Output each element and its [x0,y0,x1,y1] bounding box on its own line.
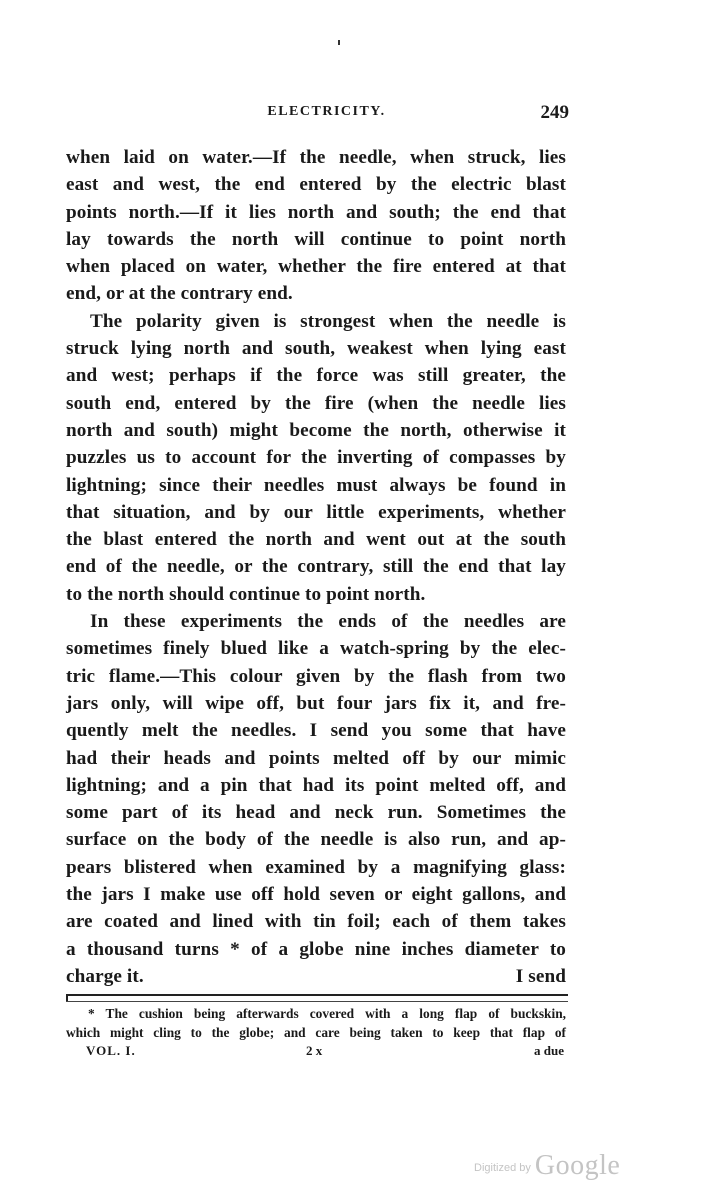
text-line: quently melt the needles. I send you some that have [66,720,566,742]
text-line: points north.—If it lies north and south; the end that [66,201,566,223]
final-line-catch: I send [515,965,566,987]
text-line: some part of its head and neck run. Sometimes the [66,802,566,824]
text-line: tric flame.—This colour given by the flash from two [66,665,566,687]
watermark-brand: Google [534,1150,621,1181]
text-line: and west; perhaps if the force was still greater, the [66,365,566,387]
text-line-final [66,963,566,990]
footnote-line: which might cling to the globe; and care being taken to keep that flap of [66,1025,566,1040]
text-line: lightning; and a pin that had its point melted off, and [66,774,566,796]
text-line: The polarity given is strongest when the needle is [90,310,566,332]
text-line: the blast entered the north and went out at the south [66,529,566,551]
text-line: are coated and lined with tin foil; each of them takes [66,911,566,933]
catchword: a due [534,1043,564,1058]
signature-line [66,1043,566,1063]
text-line: when laid on water.—If the needle, when struck, lies [66,147,566,168]
final-line-left: charge it. [66,965,144,987]
text-line: struck lying north and south, weakest when lying east [66,338,566,360]
text-line: sometimes finely blued like a watch-spring by the elec- [66,638,566,660]
footnote-line: * The cushion being afterwards covered with a long flap of buckskin, [88,1006,566,1021]
text-line: north and south) might become the north, otherwise it [66,419,566,441]
body-text [66,144,566,990]
footnote-rule [66,994,568,1002]
text-line: a thousand turns * of a globe nine inches diameter to [66,938,566,960]
digitized-watermark [474,1150,620,1182]
text-line: east and west, the end entered by the electric blast [66,174,566,196]
text-line: puzzles us to account for the inverting of compasses by [66,447,566,469]
text-line: jars only, will wipe off, but four jars fix it, and fre- [66,692,566,714]
text-line: south end, entered by the fire (when the needle lies [66,392,566,414]
running-head [66,104,571,128]
text-line: lay towards the north will continue to point north [66,228,566,250]
footnotes [66,1004,566,1042]
text-line: when placed on water, whether the fire entered at that [66,256,566,278]
text-line: surface on the body of the needle is also run, and ap- [66,829,566,851]
text-line: In these experiments the ends of the needles are [90,611,566,633]
text-line: that situation, and by our little experiments, whether [66,501,566,523]
text-line: the jars I make use off hold seven or eight gallons, and [66,884,566,906]
text-line: pears blistered when examined by a magnifying glass: [66,856,566,878]
volume-label: VOL. I. [86,1043,136,1058]
scan-speck [338,40,340,45]
text-line: had their heads and points melted off by our mimic [66,747,566,769]
signature-mark: 2 x [306,1043,323,1058]
text-line: lightning; since their needles must always be found in [66,474,566,496]
text-line: end of the needle, or the contrary, still the end that lay [66,556,566,578]
page-number: 249 [540,102,569,123]
text-line: end, or at the contrary end. [66,283,293,305]
watermark-prefix: Digitized by [474,1162,531,1174]
text-line: to the north should continue to point north. [66,583,426,605]
running-title: ELECTRICITY. [267,104,386,119]
